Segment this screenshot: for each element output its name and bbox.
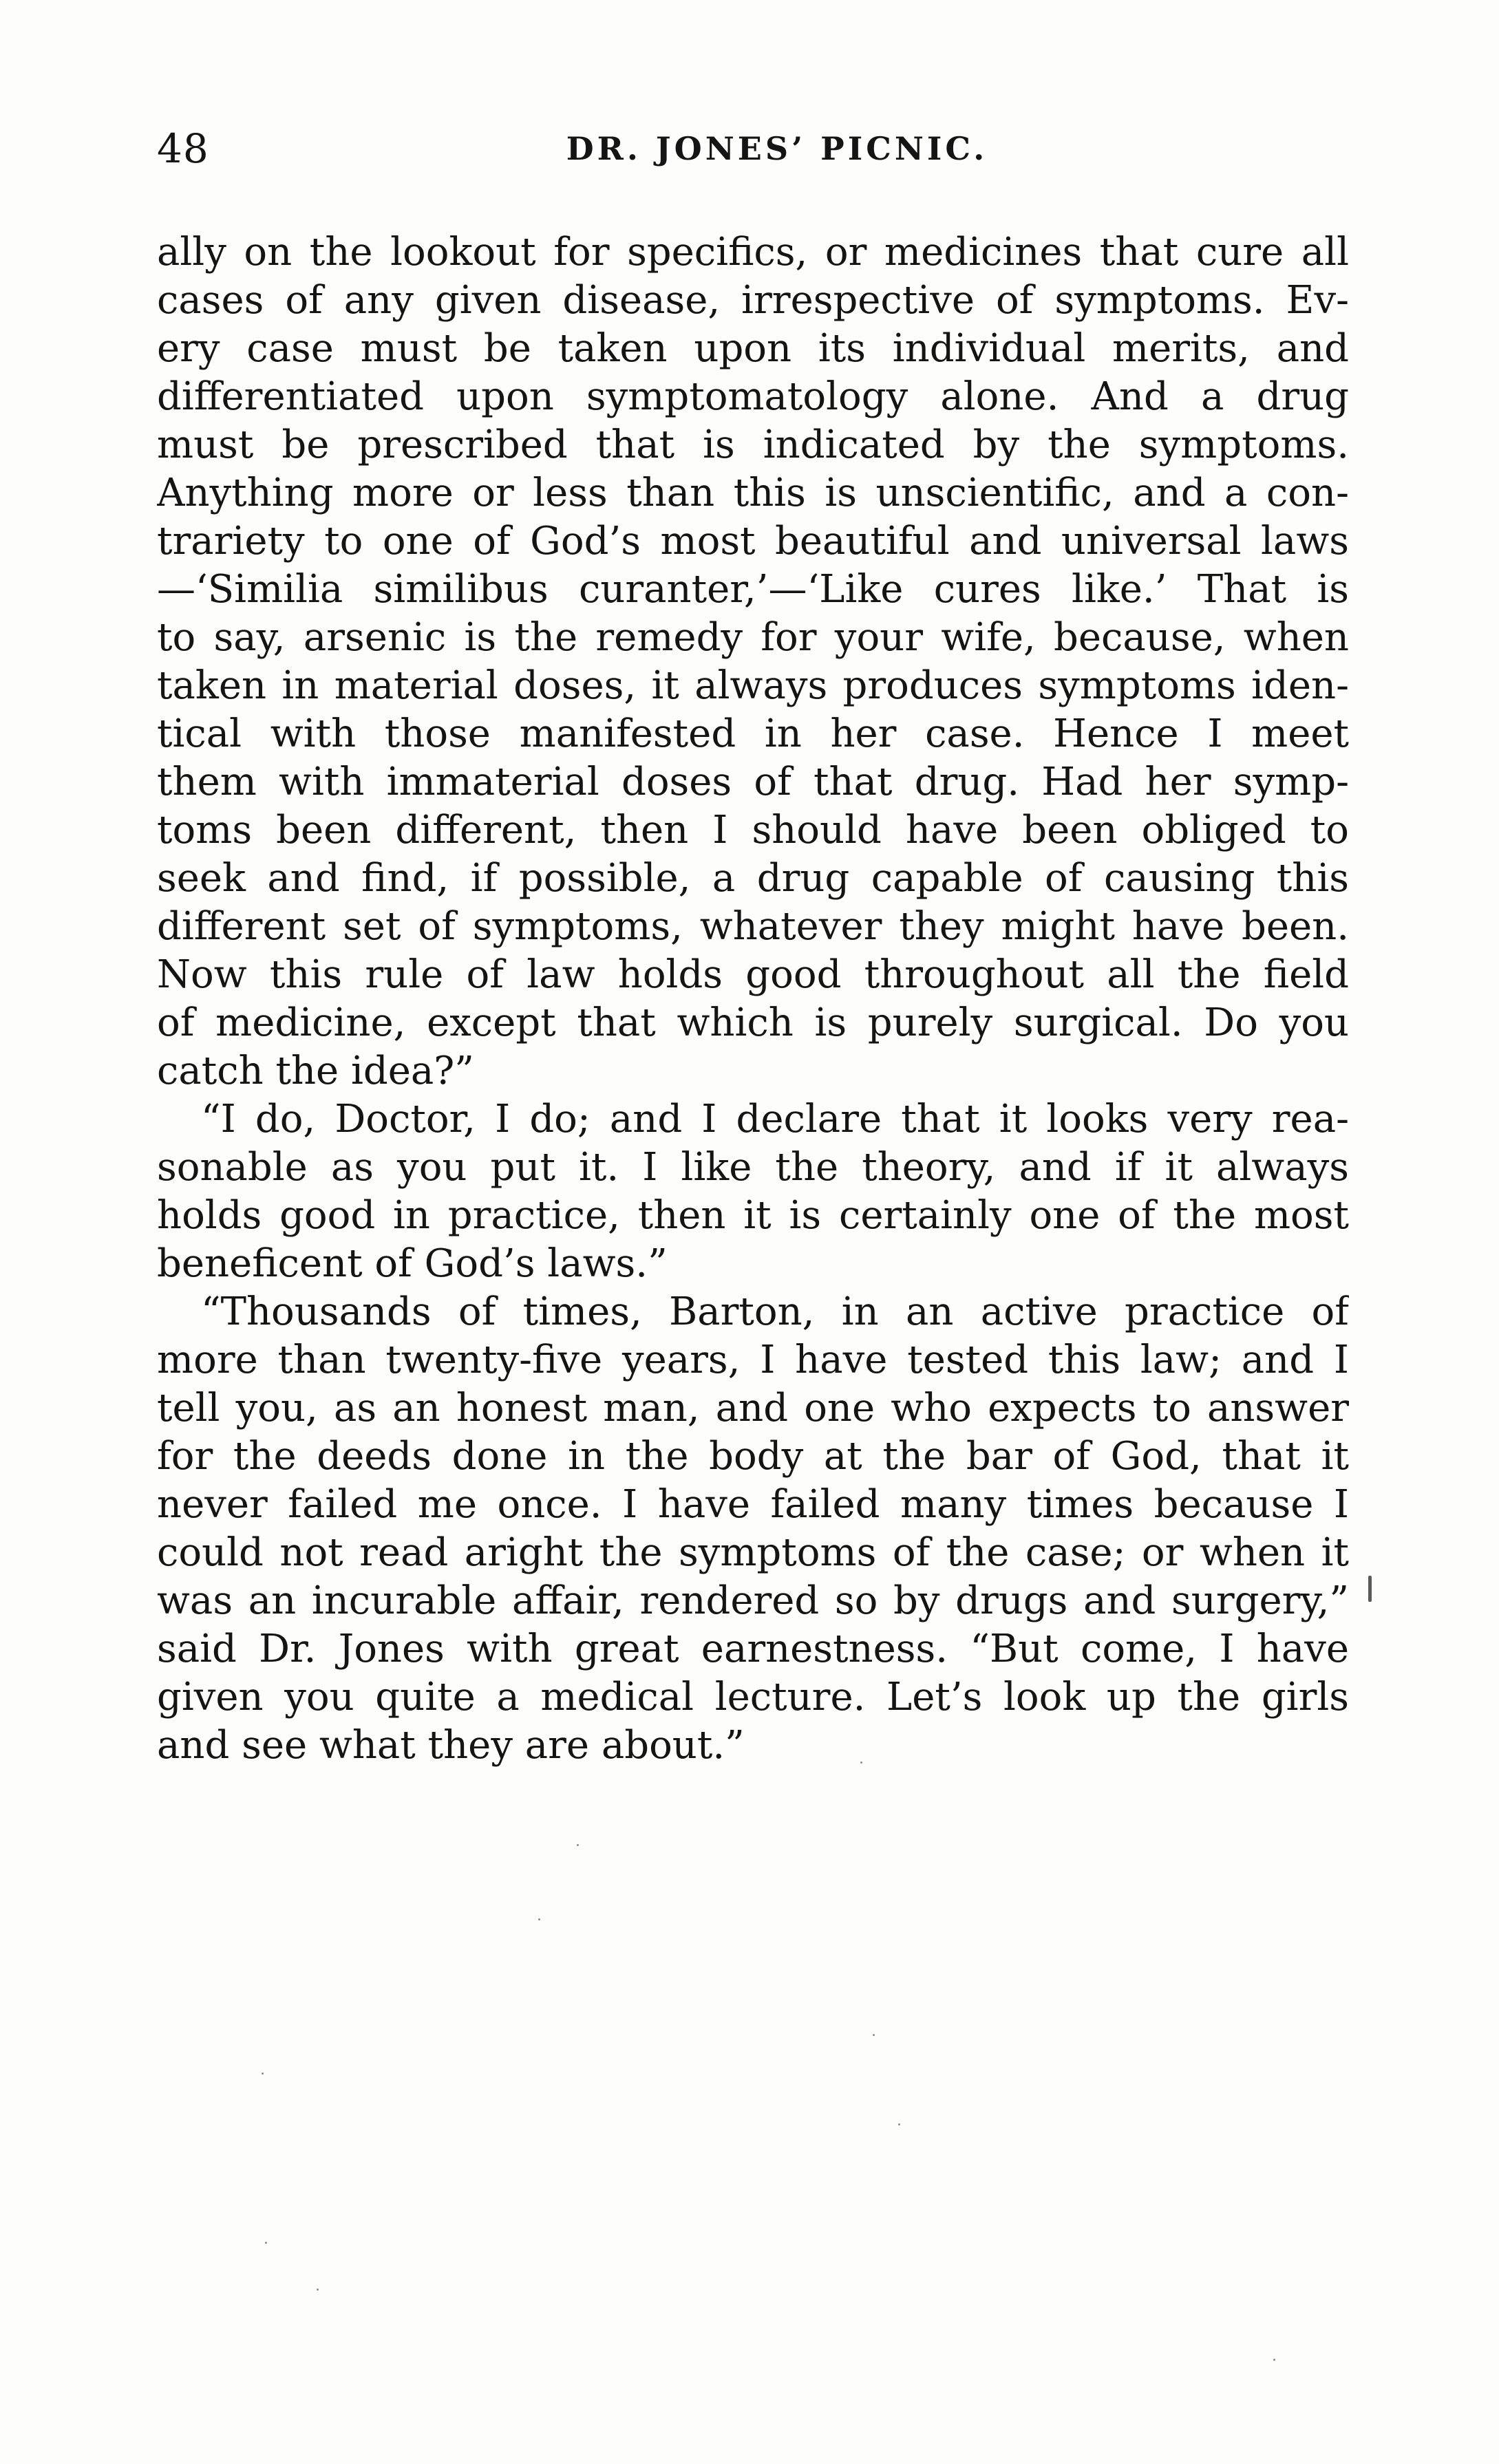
text-line: tell you, as an honest man, and one who expects to answer [157, 1386, 1349, 1431]
text-line: was an incurable affair, rendered so by drugs and surgery,” [157, 1578, 1349, 1623]
text-line: sonable as you put it. I like the theory, and if it always [157, 1145, 1349, 1190]
running-head [157, 121, 1349, 176]
paper-speck [898, 2123, 900, 2125]
text-line: tical with those manifested in her case. Hence I meet [157, 711, 1349, 756]
text-line: more than twenty-five years, I have tested this law; and I [157, 1338, 1349, 1382]
text-line: to say, arsenic is the remedy for your wife, because, when [157, 615, 1349, 660]
paper-speck [577, 1844, 579, 1846]
body-text [157, 228, 1349, 1770]
text-line: could not read aright the symptoms of the case; or when it [157, 1530, 1349, 1575]
text-line: differentiated upon symptomatology alone. And a drug [157, 374, 1349, 419]
text-line: ally on the lookout for specifics, or medicines that cure all [157, 230, 1349, 275]
text-line: catch the idea?” [157, 1049, 474, 1093]
text-line: and see what they are about.” [157, 1723, 745, 1768]
text-line: for the deeds done in the body at the bar of God, that it [157, 1434, 1349, 1479]
running-title: DR. JONES’ PICNIC. [566, 130, 988, 167]
text-line: Now this rule of law holds good throughout all the field [157, 952, 1349, 997]
paper-speck [265, 2242, 267, 2244]
text-line: toms been different, then I should have been obliged to [157, 808, 1349, 853]
text-line: said Dr. Jones with great earnestness. “But come, I have [157, 1627, 1349, 1671]
text-line: of medicine, except that which is purely surgical. Do you [157, 1000, 1349, 1045]
page-number: 48 [157, 125, 209, 172]
text-line: given you quite a medical lecture. Let’s look up the girls [157, 1675, 1349, 1720]
text-line: holds good in practice, then it is certainly one of the most [157, 1193, 1349, 1238]
paper-speck [317, 2289, 319, 2291]
text-line: ery case must be taken upon its individual merits, and [157, 326, 1349, 371]
paper-speck [873, 2034, 875, 2036]
text-line: beneficent of God’s laws.” [157, 1241, 668, 1286]
text-line: must be prescribed that is indicated by the symptoms. [157, 422, 1349, 467]
text-line: trariety to one of God’s most beautiful and universal laws [157, 519, 1349, 564]
paper-speck [538, 1918, 540, 1920]
text-line: “Thousands of times, Barton, in an active practice of [201, 1289, 1349, 1334]
text-line: Anything more or less than this is unscientific, and a con- [157, 471, 1349, 515]
text-line: them with immaterial doses of that drug. Had her symp- [157, 760, 1349, 804]
text-line: cases of any given disease, irrespective of symptoms. Ev- [157, 278, 1349, 323]
paper-speck [262, 2072, 264, 2075]
text-line: never failed me once. I have failed many times because I [157, 1482, 1349, 1527]
page-edge-mark [1368, 1576, 1372, 1602]
text-line: seek and find, if possible, a drug capable of causing this [157, 856, 1349, 901]
paper-speck [860, 1761, 862, 1764]
text-line: —‘Similia similibus curanter,’—‘Like cures like.’ That is [157, 567, 1349, 612]
text-line: different set of symptoms, whatever they might have been. [157, 904, 1349, 949]
text-line: “I do, Doctor, I do; and I declare that it looks very rea- [201, 1097, 1349, 1142]
text-line: taken in material doses, it always produces symptoms iden- [157, 663, 1349, 708]
paper-speck [1273, 2359, 1275, 2361]
